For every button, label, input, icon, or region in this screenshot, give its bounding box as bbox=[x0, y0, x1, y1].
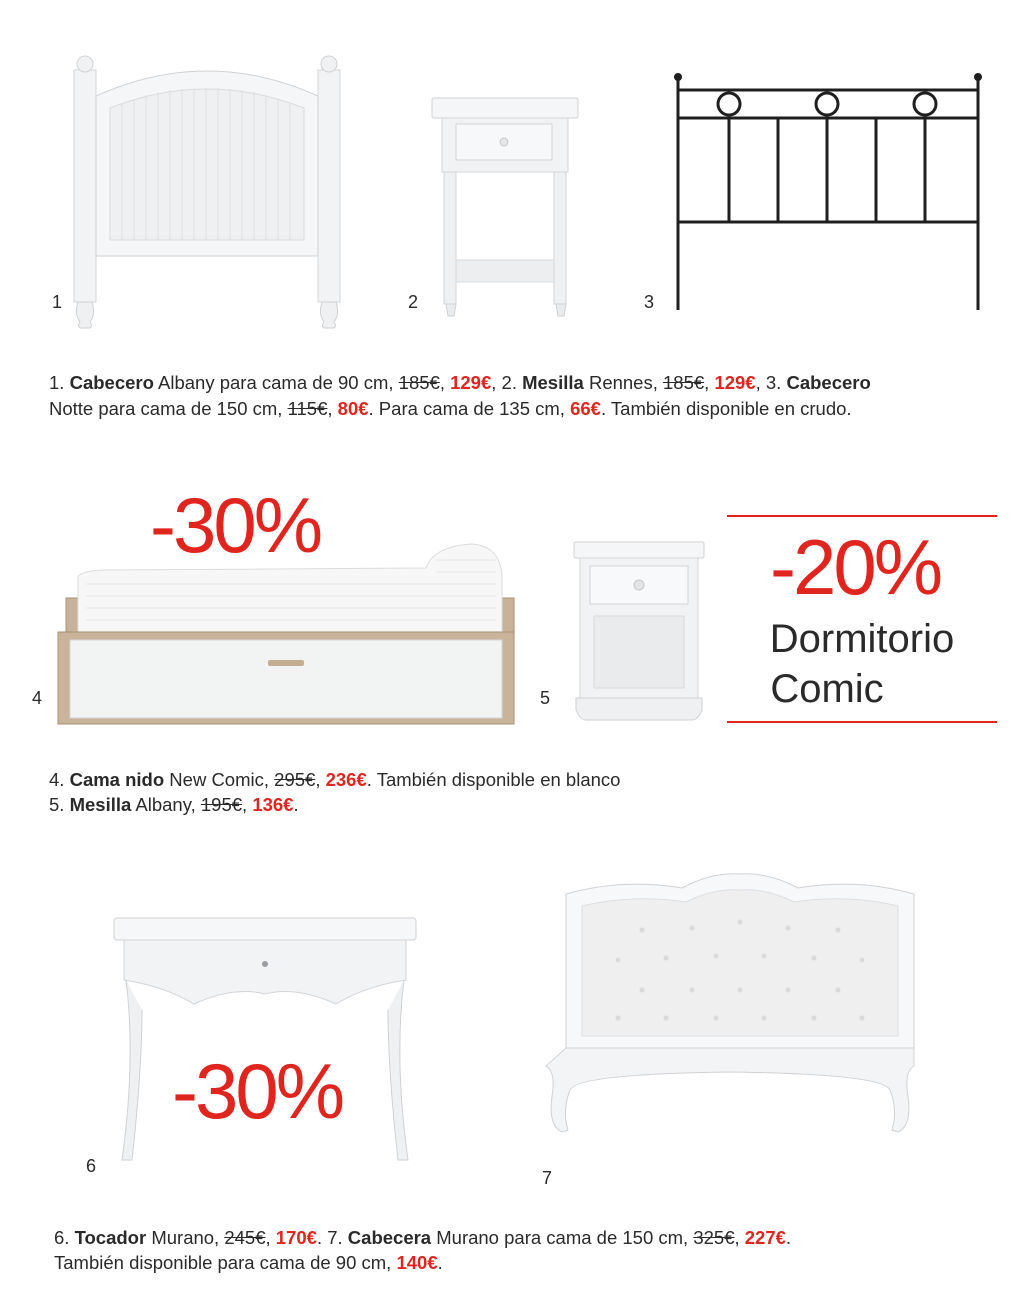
product-number-2: 2 bbox=[408, 292, 419, 312]
caption-text: 4. bbox=[49, 769, 70, 790]
discount-badge-30-block3: -30% bbox=[172, 1047, 343, 1135]
new-price: 129€ bbox=[714, 372, 756, 393]
discount-badge-30-block2: -30% bbox=[150, 481, 321, 569]
promo-title-line1: Dormitorio bbox=[769, 617, 955, 661]
product-image-mesilla-albany bbox=[572, 540, 706, 722]
product-number-5: 5 bbox=[540, 688, 551, 708]
product-image-cabecero-notte bbox=[672, 70, 988, 312]
caption-block1-line1 bbox=[49, 371, 871, 395]
product-name: Cabecero bbox=[69, 372, 154, 393]
product-name: Mesilla bbox=[69, 794, 132, 815]
caption-block1-line2 bbox=[49, 397, 852, 421]
caption-text: , bbox=[439, 372, 451, 393]
promo-top-rule bbox=[727, 515, 997, 517]
caption-block3-line1 bbox=[54, 1226, 791, 1250]
caption-text: . bbox=[437, 1252, 443, 1273]
product-name: Cabecero bbox=[786, 372, 871, 393]
new-price: 80€ bbox=[337, 398, 369, 419]
caption-block2-line1 bbox=[49, 768, 620, 792]
product-name: Tocador bbox=[74, 1227, 147, 1248]
product-image-cabecera-murano bbox=[562, 872, 918, 1154]
product-number-6: 6 bbox=[86, 1156, 97, 1176]
old-price: 195€ bbox=[200, 794, 243, 815]
caption-block2-line2 bbox=[49, 793, 299, 817]
product-number-3: 3 bbox=[644, 292, 655, 312]
caption-text: , bbox=[327, 398, 338, 419]
new-price: 170€ bbox=[275, 1227, 317, 1248]
new-price: 136€ bbox=[252, 794, 294, 815]
caption-text: 6. bbox=[54, 1227, 75, 1248]
product-name: Mesilla bbox=[522, 372, 584, 393]
product-name: Cama nido bbox=[69, 769, 165, 790]
caption-text: . También disponible en blanco bbox=[366, 769, 621, 790]
caption-text: , 3. bbox=[755, 372, 787, 393]
product-number-1: 1 bbox=[52, 292, 63, 312]
old-price: 245€ bbox=[224, 1227, 266, 1248]
old-price: 325€ bbox=[693, 1227, 735, 1248]
old-price: 185€ bbox=[398, 372, 440, 393]
caption-text: , bbox=[704, 372, 715, 393]
caption-text: Rennes, bbox=[583, 372, 663, 393]
caption-text: , bbox=[315, 769, 326, 790]
old-price: 185€ bbox=[663, 372, 705, 393]
caption-text: . 7. bbox=[316, 1227, 348, 1248]
caption-text: Murano, bbox=[146, 1227, 225, 1248]
new-price: 236€ bbox=[325, 769, 367, 790]
caption-text: Albany, bbox=[131, 794, 201, 815]
product-name: Cabecera bbox=[347, 1227, 432, 1248]
product-number-7: 7 bbox=[542, 1168, 553, 1188]
promo-discount-20: -20% bbox=[770, 523, 941, 611]
product-number-4: 4 bbox=[32, 688, 43, 708]
caption-text: , 2. bbox=[491, 372, 523, 393]
caption-text: También disponible para cama de 90 cm, bbox=[54, 1252, 397, 1273]
caption-text: , bbox=[734, 1227, 745, 1248]
caption-text: . bbox=[293, 794, 299, 815]
caption-text: Murano para cama de 150 cm, bbox=[431, 1227, 694, 1248]
new-price: 140€ bbox=[396, 1252, 438, 1273]
new-price: 227€ bbox=[744, 1227, 786, 1248]
caption-text: New Comic, bbox=[164, 769, 275, 790]
caption-text: Notte para cama de 150 cm, bbox=[49, 398, 288, 419]
caption-text: . También disponible en crudo. bbox=[600, 398, 852, 419]
promo-bottom-rule bbox=[727, 721, 997, 723]
caption-text: 1. bbox=[49, 372, 70, 393]
caption-text: , bbox=[242, 794, 253, 815]
product-image-mesilla-rennes bbox=[430, 96, 580, 318]
caption-text: . Para cama de 135 cm, bbox=[368, 398, 571, 419]
old-price: 295€ bbox=[274, 769, 316, 790]
caption-text: Albany para cama de 90 cm, bbox=[153, 372, 399, 393]
caption-text: 5. bbox=[49, 794, 70, 815]
product-image-cabecero-albany bbox=[62, 48, 352, 330]
caption-text: , bbox=[265, 1227, 276, 1248]
old-price: 115€ bbox=[287, 398, 328, 419]
promo-title-line2: Comic bbox=[770, 667, 884, 711]
new-price: 129€ bbox=[450, 372, 492, 393]
caption-text: . bbox=[785, 1227, 792, 1248]
caption-block3-line2 bbox=[54, 1251, 443, 1275]
new-price: 66€ bbox=[570, 398, 601, 419]
